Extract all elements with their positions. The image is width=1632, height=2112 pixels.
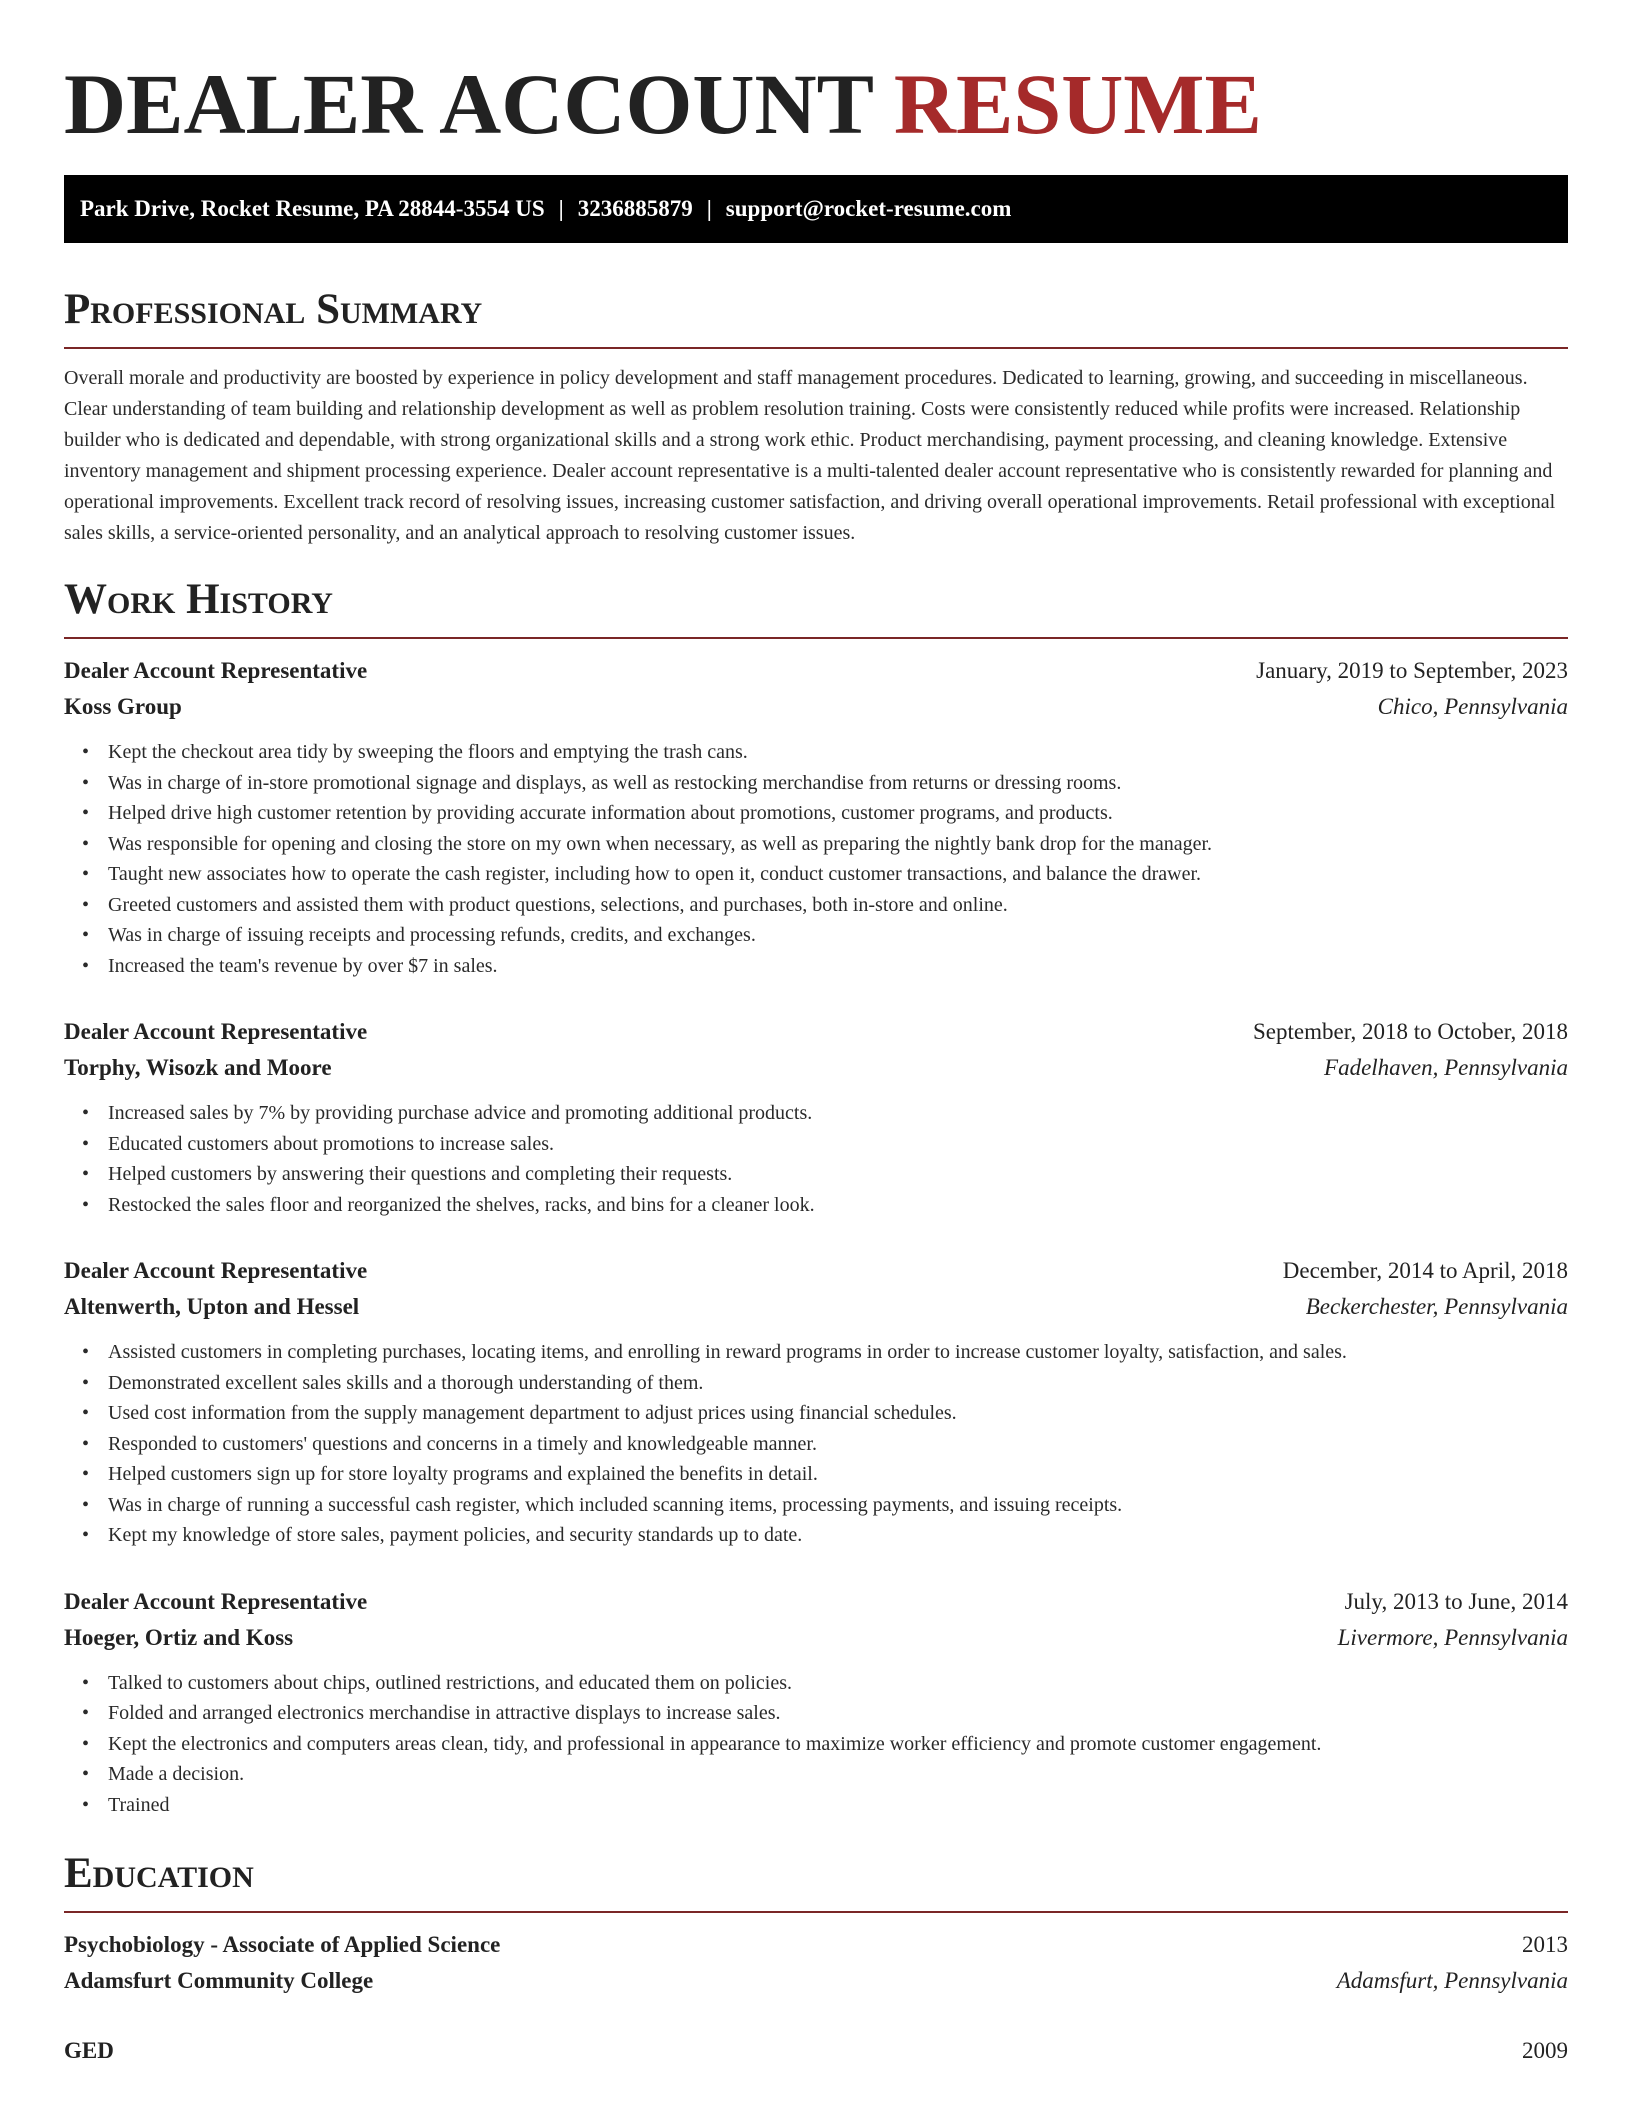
job-bullet: • Helped drive high customer retention by providing accurate information about promotions, customer programs, and products. [108, 798, 1568, 829]
education-location: Adamsfurt, Pennsylvania [1336, 1968, 1568, 1993]
job-location: Livermore, Pennsylvania [1337, 1624, 1568, 1650]
section-divider [64, 347, 1568, 349]
title-part-dealer-account: DEALER ACCOUNT [64, 56, 873, 152]
contact-address: Park Drive, Rocket Resume, PA 28844-3554 US [80, 196, 545, 221]
contact-phone: 3236885879 [577, 196, 693, 221]
job-bullet: • Was in charge of issuing receipts and processing refunds, credits, and exchanges. [108, 920, 1568, 951]
job-company: Koss Group [64, 694, 182, 719]
job-entry [64, 1253, 1568, 1551]
education-entry [64, 2033, 1568, 2069]
contact-separator: | [706, 196, 712, 221]
job-location: Chico, Pennsylvania [1377, 694, 1568, 719]
contact-bar [64, 175, 1568, 243]
job-bullet: • Increased the team's revenue by over $7 in sales. [108, 951, 1568, 982]
job-bullet: • Assisted customers in completing purchases, locating items, and enrolling in reward programs in order to increase customer loyalty, satisfaction, and sales. [108, 1337, 1568, 1368]
job-dates: January, 2019 to September, 2023 [1256, 658, 1568, 683]
job-dates: September, 2018 to October, 2018 [1253, 1019, 1568, 1044]
section-divider [64, 637, 1568, 639]
job-bullet: • Was in charge of running a successful cash register, which included scanning items, processing payments, and issuing receipts. [108, 1490, 1568, 1521]
job-bullets [64, 1098, 1568, 1220]
job-bullet: • Used cost information from the supply management department to adjust prices using financial schedules. [108, 1398, 1568, 1429]
summary-heading: Professional Summary [64, 286, 483, 333]
job-bullet: • Was in charge of in-store promotional signage and displays, as well as restocking merchandise from returns or dressing rooms. [108, 768, 1568, 799]
resume-title [64, 56, 1568, 152]
job-bullet: • Helped customers sign up for store loyalty programs and explained the benefits in detail. [108, 1459, 1568, 1490]
job-company: Altenwerth, Upton and Hessel [64, 1294, 360, 1319]
job-entry [64, 653, 1568, 981]
job-bullet: • Kept the checkout area tidy by sweeping the floors and emptying the trash cans. [108, 737, 1568, 768]
job-list [64, 653, 1568, 1820]
job-bullet: • Demonstrated excellent sales skills and a thorough understanding of them. [108, 1368, 1568, 1399]
job-location: Fadelhaven, Pennsylvania [1324, 1055, 1568, 1080]
job-bullet: • Restocked the sales floor and reorganized the shelves, racks, and bins for a cleaner look. [108, 1190, 1568, 1221]
job-bullet: • Helped customers by answering their questions and completing their requests. [108, 1159, 1568, 1190]
job-company: Hoeger, Ortiz and Koss [64, 1624, 294, 1650]
job-company: Torphy, Wisozk and Moore [64, 1055, 332, 1080]
job-location: Beckerchester, Pennsylvania [1305, 1294, 1568, 1319]
job-bullet: • Talked to customers about chips, outlined restrictions, and educated them on policies. [108, 1668, 1568, 1699]
job-bullet: • Taught new associates how to operate the cash register, including how to open it, conduct customer transactions, and balance the drawer. [108, 859, 1568, 890]
job-bullet: • Educated customers about promotions to increase sales. [108, 1129, 1568, 1160]
job-bullet: • Trained [108, 1790, 1568, 1821]
job-title: Dealer Account Representative [64, 658, 368, 683]
job-bullet: • Greeted customers and assisted them with product questions, selections, and purchases, both in-store and online. [108, 890, 1568, 921]
job-bullet: • Kept the electronics and computers areas clean, tidy, and professional in appearance to maximize worker efficiency and promote customer engagement. [108, 1729, 1568, 1760]
job-dates: December, 2014 to April, 2018 [1282, 1258, 1568, 1283]
title-part-resume: RESUME [893, 56, 1262, 152]
contact-separator: | [558, 196, 564, 221]
education-list [64, 1927, 1568, 2069]
job-bullet: • Made a decision. [108, 1759, 1568, 1790]
job-bullet: • Folded and arranged electronics merchandise in attractive displays to increase sales. [108, 1698, 1568, 1729]
job-bullet: • Responded to customers' questions and concerns in a timely and knowledgeable manner. [108, 1429, 1568, 1460]
education-entry [64, 1927, 1568, 1999]
education-year: 2013 [1522, 1932, 1568, 1957]
job-entry [64, 1014, 1568, 1220]
job-bullets [64, 1337, 1568, 1551]
education-heading: Education [64, 1850, 254, 1897]
education-degree: Psychobiology - Associate of Applied Science [64, 1932, 501, 1957]
job-title: Dealer Account Representative [64, 1588, 368, 1614]
job-title: Dealer Account Representative [64, 1258, 368, 1283]
education-degree: GED [64, 2038, 114, 2063]
job-bullet: • Was responsible for opening and closing the store on my own when necessary, as well as preparing the nightly bank drop for the manager. [108, 829, 1568, 860]
job-dates: July, 2013 to June, 2014 [1344, 1588, 1568, 1614]
job-bullets [64, 1668, 1568, 1821]
job-bullets [64, 737, 1568, 981]
work-history-heading: Work History [64, 576, 333, 623]
education-school: Adamsfurt Community College [64, 1968, 374, 1993]
job-title: Dealer Account Representative [64, 1019, 368, 1044]
contact-email: support@rocket-resume.com [725, 196, 1012, 221]
summary-text: Overall morale and productivity are boosted by experience in policy development and staff management procedures. Dedicated to learning, growing, and succeeding in miscellaneous. Clear understanding of team building and relationship development as well as problem resolution training. Costs were consistently reduced while profits were increased. Relationship builder who is dedicated and dependable, with strong organizational skills and a strong work ethic. Product merchandising, payment processing, and cleaning knowledge. Extensive inventory management and shipment processing experience. Dealer account representative is a multi-talented dealer account representative who is consistently rewarded for planning and operational improvements. Excellent track record of resolving issues, increasing customer satisfaction, and driving overall operational improvements. Retail professional with exceptional sales skills, a service-oriented personality, and an analytical approach to resolving customer issues. [64, 367, 1556, 544]
section-divider [64, 1911, 1568, 1913]
job-bullet: • Kept my knowledge of store sales, payment policies, and security standards up to date. [108, 1520, 1568, 1551]
job-bullet: • Increased sales by 7% by providing purchase advice and promoting additional products. [108, 1098, 1568, 1129]
education-year: 2009 [1522, 2038, 1568, 2063]
job-entry [64, 1584, 1568, 1821]
